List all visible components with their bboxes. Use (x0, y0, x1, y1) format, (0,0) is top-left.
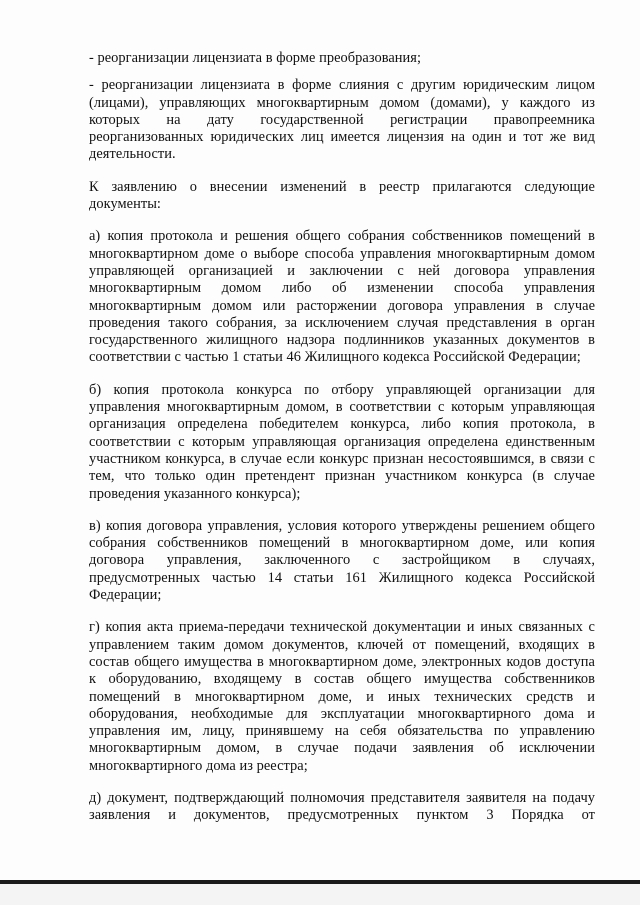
paragraph-item-a: а) копия протокола и решения общего собрания собственников помещений в многоквартирном доме о выборе способа управления многоквартирным домом управляющей организацией и заключении с ней договора управления многоквартирным домом либо об изменении способа управления многоквартирным домом или расторжении договора управления в случае проведения такого собрания, за исключением случая представления в орган государственного жилищного надзора подлинников указанных документов в соответствии с частью 1 статьи 46 Жилищного кодекса Российской Федерации; (89, 228, 595, 366)
paragraph-item-b: б) копия протокола конкурса по отбору управляющей организации для управления многоквартирным домом, в соответствии с которым управляющая организация определена победителем конкурса, либо копия протокола, в соответствии с которым управляющая организация определена единственным участником конкурса, в случае если конкурс признан несостоявшимся, в связи с тем, что только один претендент признан участником конкурса (в случае проведения указанного конкурса); (89, 381, 595, 502)
scan-bottom-margin (0, 884, 640, 905)
document-body (89, 50, 595, 840)
paragraph-reorganization-transformation: - реорганизации лицензиата в форме преобразования; (89, 50, 422, 66)
paragraph-reorganization-merger: - реорганизации лицензиата в форме слияния с другим юридическим лицом (лицами), управляющих многоквартирным домом (домами), у каждого из которых на дату государственной регистрации правопреемника реорганизованных юридических лиц имеется лицензия на один и тот же вид деятельности. (89, 77, 595, 163)
paragraph-item-d: д) документ, подтверждающий полномочия представителя заявителя на подачу заявления и документов, предусмотренных пунктом 3 Порядка от (89, 789, 595, 824)
paragraph-item-g: г) копия акта приема-передачи технической документации и иных связанных с управлением таким домом документов, ключей от помещений, входящих в состав общего имущества в многоквартирном доме, электронных кодов доступа к оборудованию, входящему в состав общего имущества собственников помещений в многоквартирном доме, и иных технических средств и оборудования, необходимые для эксплуатации многоквартирного дома и управления им, лицу, принявшему на себя обязательства по управлению многоквартирным домом, в случае подачи заявления об исключении многоквартирного дома из реестра; (89, 619, 595, 774)
paragraph-item-v: в) копия договора управления, условия которого утверждены решением общего собрания собственников помещений в многоквартирном доме, или копия договора управления, заключенного с застройщиком в случаях, предусмотренных частью 14 статьи 161 Жилищного кодекса Российской Федерации; (89, 517, 595, 604)
paragraph-attachments-intro: К заявлению о внесении изменений в реестр прилагаются следующие документы: (89, 178, 595, 213)
